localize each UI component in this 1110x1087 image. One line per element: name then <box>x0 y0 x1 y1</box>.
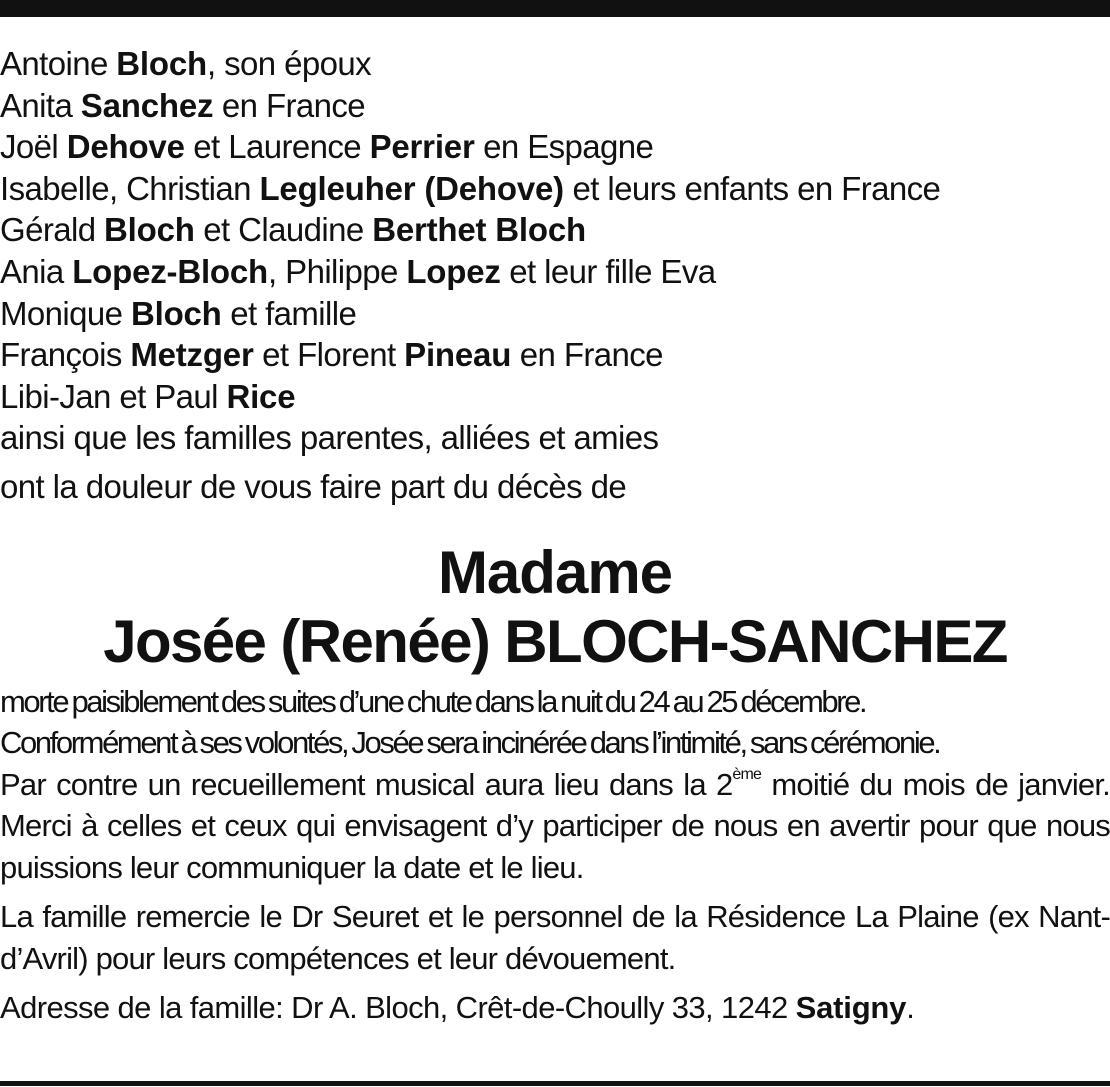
name-text: et leur fille Eva <box>500 252 716 290</box>
mourner-line <box>0 168 1110 210</box>
obituary-notice <box>0 43 1110 1029</box>
name-text: Gérald <box>0 211 105 249</box>
name-text: et Claudine <box>194 211 373 249</box>
mourner-line <box>0 417 1110 459</box>
mourner-line <box>0 376 1110 418</box>
death-details-line-1: morte paisiblement des suites d’une chute dans la nuit du 24 au 25 décembre. <box>0 683 866 719</box>
mourners-list <box>0 43 1110 459</box>
name-text: Anita <box>0 86 81 124</box>
name-text: Isabelle, Christian <box>0 169 260 207</box>
surname: Lopez-Bloch <box>72 252 269 290</box>
name-text: Joël <box>0 128 67 166</box>
mourner-line <box>0 293 1110 335</box>
surname: Legleuher (Dehove) <box>259 169 564 207</box>
name-text: en France <box>511 336 663 374</box>
name-text: et Laurence <box>184 128 370 166</box>
death-details-paragraph <box>0 681 1110 889</box>
address-city: Satigny <box>795 990 907 1026</box>
name-text: en Espagne <box>474 128 654 166</box>
surname: Bloch <box>116 45 207 82</box>
surname: Sanchez <box>80 86 214 124</box>
mourner-line <box>0 209 1110 251</box>
name-text: François <box>0 336 131 374</box>
surname: Dehove <box>66 128 185 166</box>
memorial-text-cont: moitié du mois de janvier. Merci à celles et ceux qui envisagent d’y participer de nous en avertir pour que nous puissions leur communiquer la date et le lieu. <box>0 766 1110 885</box>
memorial-text: Par contre un recueillement musical aura lieu dans la 2 <box>0 766 733 802</box>
surname: Metzger <box>130 336 254 374</box>
death-details-line-2: Conformément à ses volontés, Josée sera incinérée dans l’intimité, sans cérémonie. <box>0 725 940 761</box>
name-text: Antoine <box>0 45 117 82</box>
address-end: . <box>906 990 915 1026</box>
surname: Pineau <box>404 336 512 374</box>
name-text: et leurs enfants en France <box>563 169 941 207</box>
mourner-line <box>0 43 1110 85</box>
mourner-line <box>0 334 1110 376</box>
surname: Lopez <box>406 252 501 290</box>
name-text: Ania <box>0 252 73 290</box>
address-text: Adresse de la famille: Dr A. Bloch, Crêt-de-Choully 33, 1242 <box>0 990 796 1026</box>
surname: Rice <box>226 377 296 415</box>
name-text: ainsi que les familles parentes, alliées et amies <box>0 419 659 457</box>
name-text: Monique <box>0 294 131 332</box>
thanks-paragraph: La famille remercie le Dr Seuret et le personnel de la Résidence La Plaine (ex Nant-d’Avril) pour leurs compétences et leur dévouement. <box>0 899 1110 976</box>
mourner-line <box>0 85 1110 127</box>
mourner-line <box>0 126 1110 168</box>
deceased-block <box>0 538 1110 679</box>
surname: Perrier <box>369 128 475 166</box>
name-text: et Florent <box>253 336 405 374</box>
surname: Bloch <box>104 211 195 249</box>
surname: Bloch <box>130 294 222 332</box>
deceased-title: Madame <box>437 538 673 606</box>
name-text: Libi-Jan et Paul <box>0 377 227 415</box>
mourner-line <box>0 251 1110 293</box>
announcement-intro: ont la douleur de vous faire part du décès de <box>0 467 627 505</box>
name-text: et famille <box>221 294 357 332</box>
name-text: , son époux <box>206 45 371 82</box>
bottom-rule <box>0 1081 1110 1086</box>
family-address <box>0 987 1110 1029</box>
top-rule <box>0 0 1110 17</box>
deceased-name: Josée (Renée) BLOCH-SANCHEZ <box>103 607 1007 675</box>
ordinal-suffix: ème <box>732 765 762 783</box>
name-text: , Philippe <box>268 252 407 290</box>
surname: Berthet Bloch <box>372 211 586 249</box>
name-text: en France <box>213 86 366 124</box>
